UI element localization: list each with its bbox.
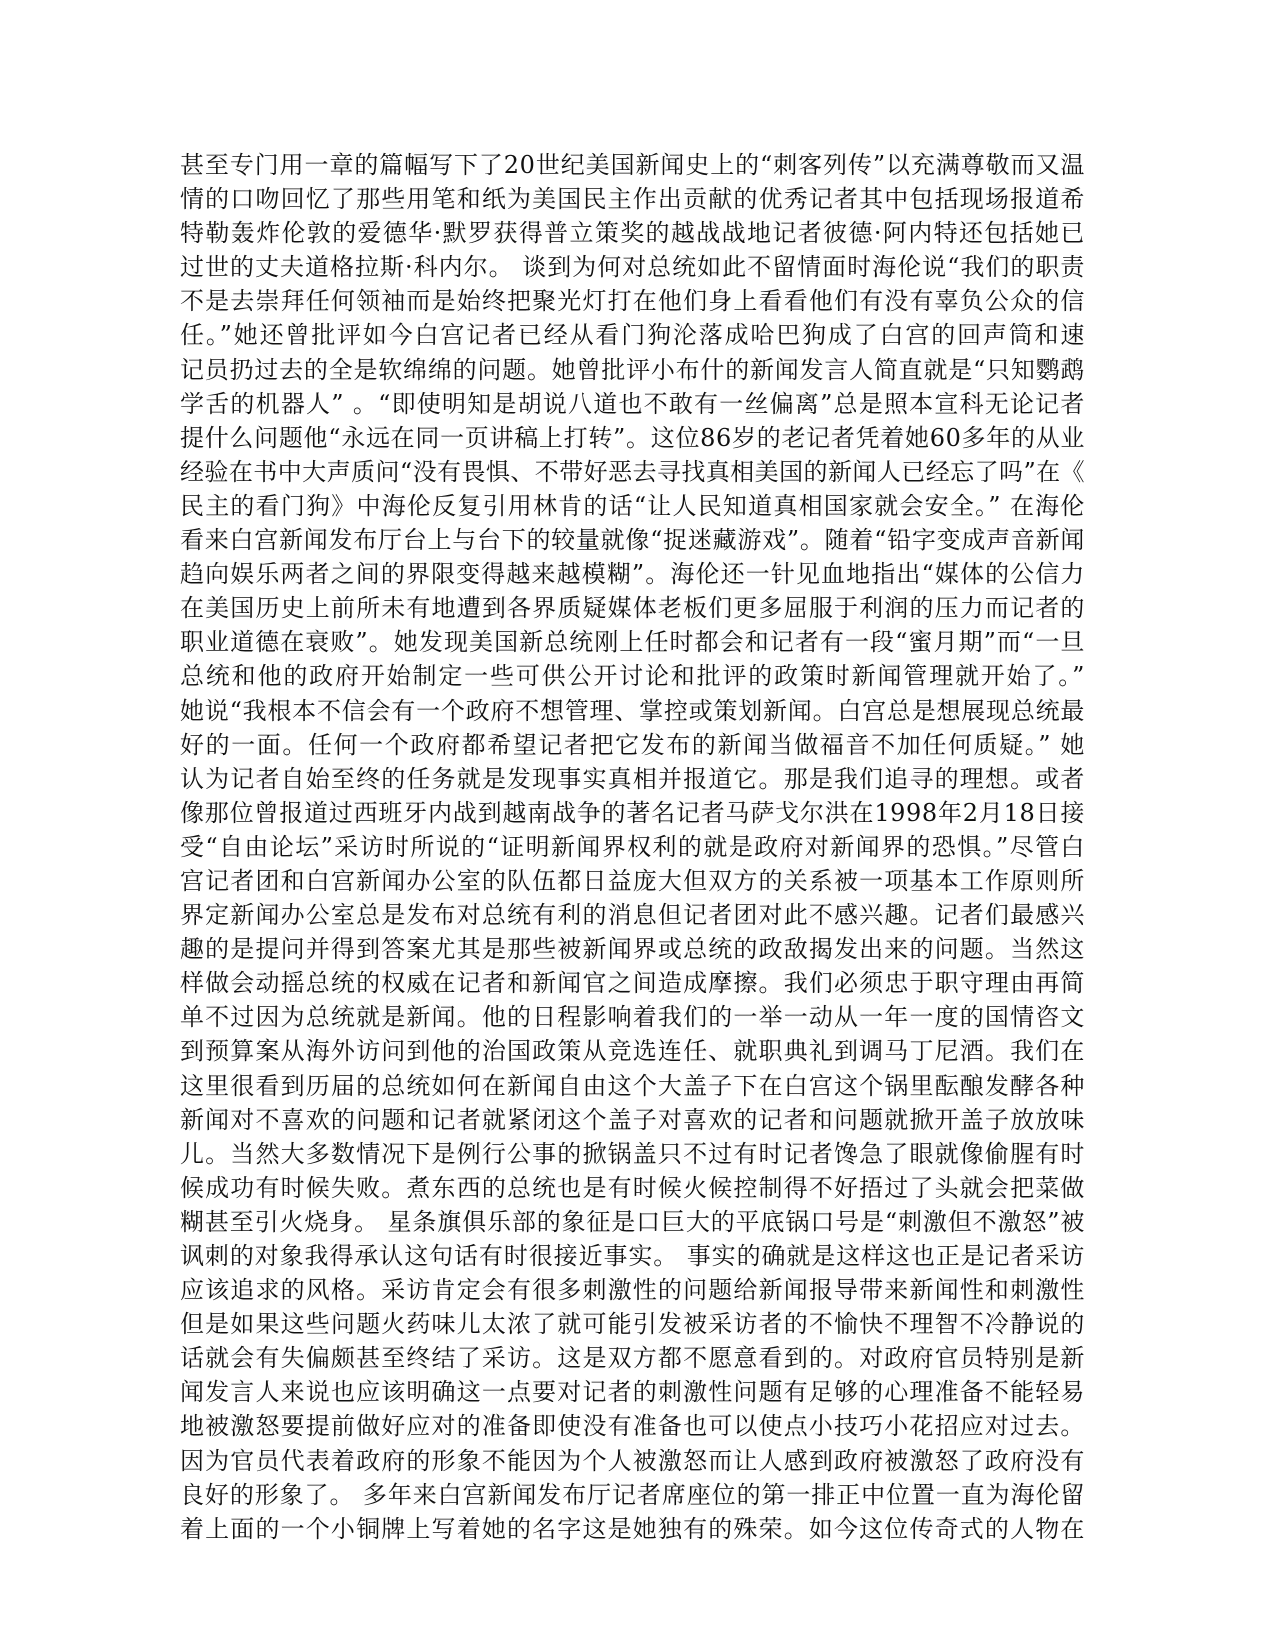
text-line: 经验在书中大声质问“没有畏惧、不带好恶去寻找真相美国的新闻人已经忘了吗”在《 (180, 457, 1085, 486)
text-line: 界定新闻办公室总是发布对总统有利的消息但记者团对此不感兴趣。记者们最感兴 (180, 901, 1085, 930)
text-line: 单不过因为总统就是新闻。他的日程影响着我们的一举一动从一年一度的国情咨文 (180, 1003, 1085, 1032)
text-line: 应该追求的风格。采访肯定会有很多刺激性的问题给新闻报导带来新闻性和刺激性 (180, 1276, 1085, 1305)
text-line: 她说“我根本不信会有一个政府不想管理、掌控或策划新闻。白宫总是想展现总统最 (180, 696, 1085, 725)
text-line: 民主的看门狗》中海伦反复引用林肯的话“让人民知道真相国家就会安全。” 在海伦 (180, 491, 1085, 520)
text-line: 提什么问题他“永远在同一页讲稿上打转”。这位86岁的老记者凭着她60多年的从业 (180, 423, 1085, 452)
text-line: 候成功有时候失败。煮东西的总统也是有时候火候控制得不好捂过了头就会把菜做 (180, 1173, 1085, 1202)
text-line: 因为官员代表着政府的形象不能因为个人被激怒而让人感到政府被激怒了政府没有 (180, 1446, 1085, 1475)
text-line: 甚至专门用一章的篇幅写下了20世纪美国新闻史上的“刺客列传”以充满尊敬而又温 (180, 151, 1085, 179)
text-line: 任。”她还曾批评如今白宫记者已经从看门狗沦落成哈巴狗成了白宫的回声筒和速 (180, 321, 1085, 350)
text-line: 着上面的一个小铜牌上写着她的名字这是她独有的殊荣。如今这位传奇式的人物在 (180, 1514, 1085, 1543)
text-line: 受“自由论坛”采访时所说的“证明新闻界权利的就是政府对新闻界的恐惧。”尽管白 (180, 832, 1085, 861)
text-line: 不是去崇拜任何领袖而是始终把聚光灯打在他们身上看看他们有没有辜负公众的信 (180, 287, 1085, 316)
text-line: 闻发言人来说也应该明确这一点要对记者的刺激性问题有足够的心理准备不能轻易 (180, 1378, 1085, 1407)
text-line: 地被激怒要提前做好应对的准备即使没有准备也可以使点小技巧小花招应对过去。 (180, 1412, 1085, 1441)
text-line: 好的一面。任何一个政府都希望记者把它发布的新闻当做福音不加任何质疑。” 她 (180, 730, 1085, 759)
text-line: 像那位曾报道过西班牙内战到越南战争的著名记者马萨戈尔洪在1998年2月18日接 (180, 798, 1085, 827)
text-line: 到预算案从海外访问到他的治国政策从竞选连任、就职典礼到调马丁尼酒。我们在 (180, 1037, 1085, 1066)
text-line: 趣的是提问并得到答案尤其是那些被新闻界或总统的政敌揭发出来的问题。当然这 (180, 935, 1085, 964)
text-line: 新闻对不喜欢的问题和记者就紧闭这个盖子对喜欢的记者和问题就掀开盖子放放味 (180, 1105, 1085, 1134)
text-line: 情的口吻回忆了那些用笔和纸为美国民主作出贡献的优秀记者其中包括现场报道希 (180, 185, 1085, 214)
text-line: 在美国历史上前所未有地遭到各界质疑媒体老板们更多屈服于利润的压力而记者的 (180, 594, 1085, 623)
text-line: 记员扔过去的全是软绵绵的问题。她曾批评小布什的新闻发言人简直就是“只知鹦鹉 (180, 355, 1085, 384)
text-line: 特勒轰炸伦敦的爱德华·默罗获得普立策奖的越战战地记者彼德·阿内特还包括她已 (180, 219, 1085, 248)
text-line: 宫记者团和白宫新闻办公室的队伍都日益庞大但双方的关系被一项基本工作原则所 (180, 866, 1085, 895)
text-line: 认为记者自始至终的任务就是发现事实真相并报道它。那是我们追寻的理想。或者 (180, 764, 1085, 793)
text-line: 儿。当然大多数情况下是例行公事的掀锅盖只不过有时记者馋急了眼就像偷腥有时 (180, 1139, 1085, 1168)
text-line: 良好的形象了。 多年来白宫新闻发布厅记者席座位的第一排正中位置一直为海伦留 (180, 1480, 1085, 1509)
text-line: 讽刺的对象我得承认这句话有时很接近事实。 事实的确就是这样这也正是记者采访 (180, 1242, 1085, 1270)
text-line: 总统和他的政府开始制定一些可供公开讨论和批评的政策时新闻管理就开始了。” (180, 662, 1085, 691)
text-line: 糊甚至引火烧身。 星条旗俱乐部的象征是口巨大的平底锅口号是“刺激但不激怒”被 (180, 1207, 1085, 1236)
text-line: 看来白宫新闻发布厅台上与台下的较量就像“捉迷藏游戏”。随着“铅字变成声音新闻 (180, 526, 1085, 555)
text-line: 过世的丈夫道格拉斯·科内尔。 谈到为何对总统如此不留情面时海伦说“我们的职责 (180, 253, 1085, 282)
body-text (180, 148, 1085, 1546)
text-line: 话就会有失偏颇甚至终结了采访。这是双方都不愿意看到的。对政府官员特别是新 (180, 1344, 1085, 1373)
text-line: 学舌的机器人” 。“即使明知是胡说八道也不敢有一丝偏离”总是照本宣科无论记者 (180, 389, 1085, 418)
text-line: 样做会动摇总统的权威在记者和新闻官之间造成摩擦。我们必须忠于职守理由再简 (180, 969, 1085, 998)
text-line: 趋向娱乐两者之间的界限变得越来越模糊”。海伦还一针见血地指出“媒体的公信力 (180, 560, 1085, 589)
text-line: 这里很看到历届的总统如何在新闻自由这个大盖子下在白宫这个锅里酝酿发酵各种 (180, 1071, 1085, 1100)
text-line: 但是如果这些问题火药味儿太浓了就可能引发被采访者的不愉快不理智不冷静说的 (180, 1310, 1085, 1339)
text-line: 职业道德在衰败”。她发现美国新总统刚上任时都会和记者有一段“蜜月期”而“一旦 (180, 628, 1085, 657)
